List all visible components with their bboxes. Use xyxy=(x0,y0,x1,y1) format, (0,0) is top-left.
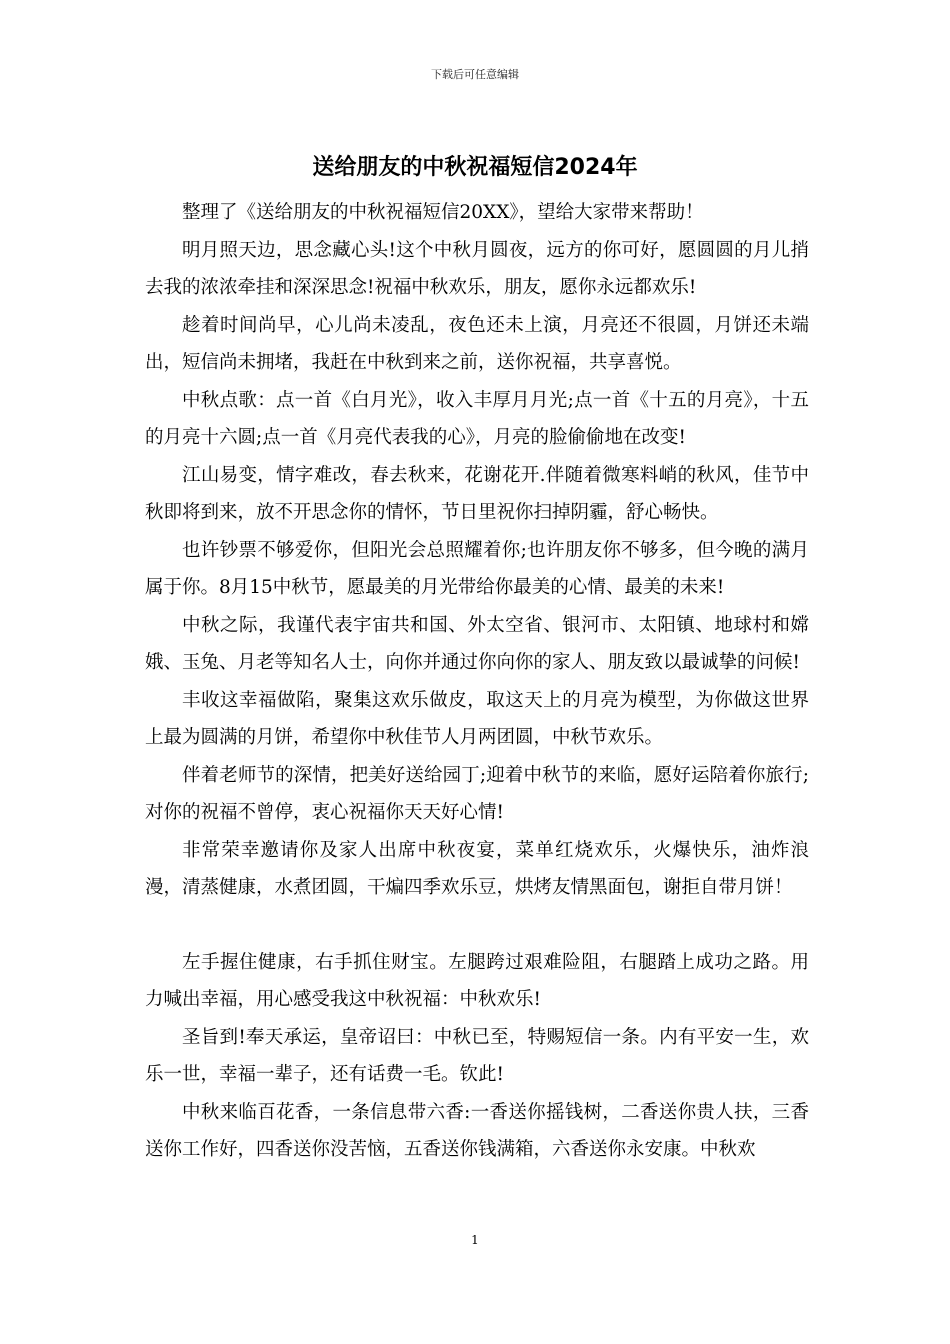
paragraph: 伴着老师节的深情，把美好送给园丁;迎着中秋节的来临，愿好运陪着你旅行;对你的祝福不曾停，衷心祝福你天天好心情! xyxy=(145,764,809,823)
paragraph: 也许钞票不够爱你，但阳光会总照耀着你;也许朋友你不够多，但今晚的满月属于你。8月15中秋节，愿最美的月光带给你最美的心情、最美的未来! xyxy=(145,539,809,598)
paragraph: 中秋之际，我谨代表宇宙共和国、外太空省、银河市、太阳镇、地球村和嫦娥、玉兔、月老等知名人士，向你并通过你向你的家人、朋友致以最诚挚的问候! xyxy=(145,614,809,673)
page-number: 1 xyxy=(471,1233,479,1247)
paragraph: 圣旨到!奉天承运，皇帝诏曰：中秋已至，特赐短信一条。内有平安一生，欢乐一世，幸福一辈子，还有话费一毛。钦此! xyxy=(145,1026,809,1085)
header-note: 下载后可任意编辑 xyxy=(431,68,519,81)
document-title: 送给朋友的中秋祝福短信2024年 xyxy=(312,155,638,180)
paragraph: 非常荣幸邀请你及家人出席中秋夜宴，菜单红烧欢乐，火爆快乐，油炸浪漫，清蒸健康，水煮团圆，干煸四季欢乐豆，烘烤友情黑面包，谢拒自带月饼！ xyxy=(145,839,809,898)
paragraph: 左手握住健康，右手抓住财宝。左腿跨过艰难险阻，右腿踏上成功之路。用力喊出幸福，用心感受我这中秋祝福：中秋欢乐! xyxy=(145,951,809,1010)
paragraph: 明月照天边，思念藏心头!这个中秋月圆夜，远方的你可好，愿圆圆的月儿捎去我的浓浓牵挂和深深思念!祝福中秋欢乐，朋友，愿你永远都欢乐! xyxy=(145,239,809,298)
paragraph: 趁着时间尚早，心儿尚未凌乱，夜色还未上演，月亮还不很圆，月饼还未端出，短信尚未拥堵，我赶在中秋到来之前，送你祝福，共享喜悦。 xyxy=(145,314,809,373)
paragraph: 丰收这幸福做陷，聚集这欢乐做皮，取这天上的月亮为模型，为你做这世界上最为圆满的月饼，希望你中秋佳节人月两团圆，中秋节欢乐。 xyxy=(145,689,809,748)
paragraph: 中秋来临百花香，一条信息带六香:一香送你摇钱树，二香送你贵人扶，三香送你工作好，四香送你没苦恼，五香送你钱满箱，六香送你永安康。中秋欢 xyxy=(145,1101,809,1160)
paragraph: 江山易变，情字难改，春去秋来，花谢花开.伴随着微寒料峭的秋风，佳节中秋即将到来，放不开思念你的情怀，节日里祝你扫掉阴霾，舒心畅快。 xyxy=(145,464,809,523)
paragraph: 整理了《送给朋友的中秋祝福短信20XX》，望给大家带来帮助！ xyxy=(182,202,704,223)
document-body xyxy=(145,194,809,1169)
paragraph: 中秋点歌：点一首《白月光》，收入丰厚月月光;点一首《十五的月亮》，十五的月亮十六圆;点一首《月亮代表我的心》，月亮的脸偷偷地在改变! xyxy=(145,389,809,448)
